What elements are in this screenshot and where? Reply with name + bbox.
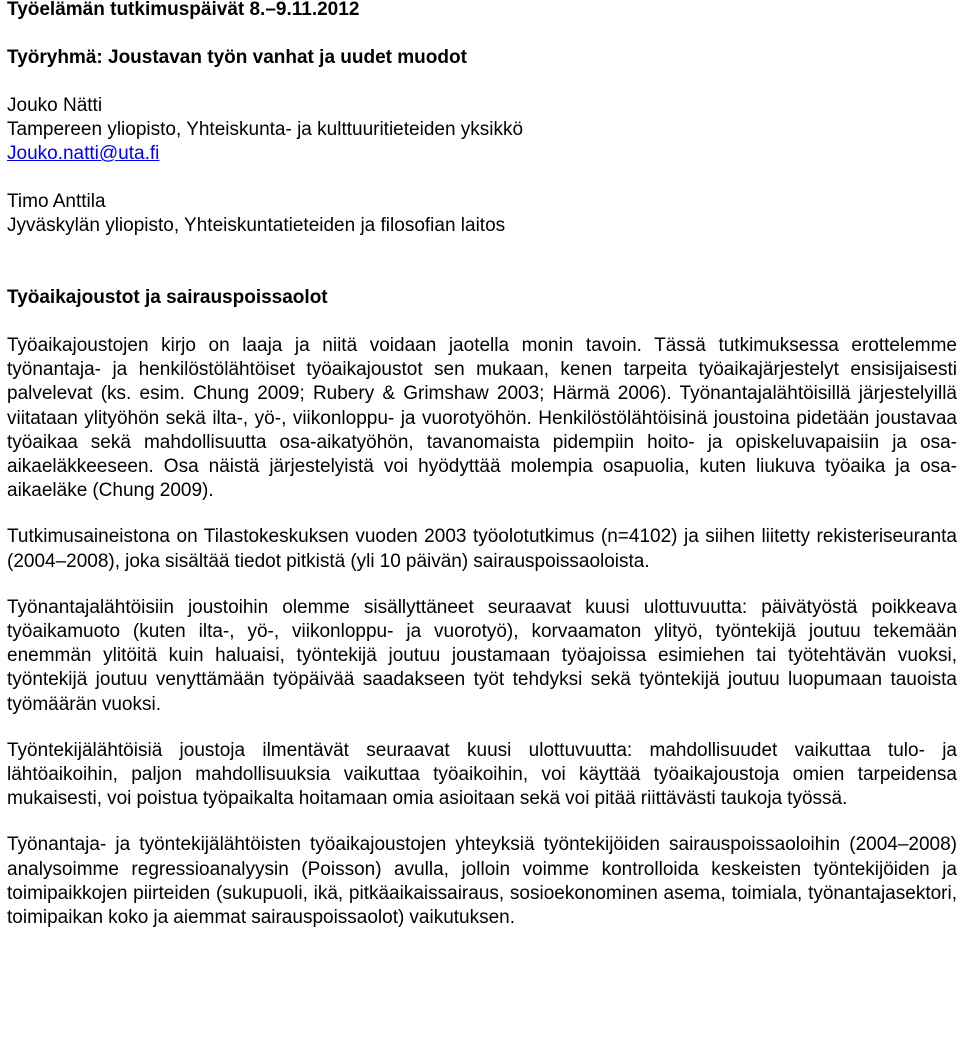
event-title: Työelämän tutkimuspäivät 8.–9.11.2012: [7, 0, 360, 20]
author-email-link[interactable]: Jouko.natti@uta.fi: [7, 143, 160, 164]
author-block: [7, 94, 957, 166]
author-affiliation: Jyväskylän yliopisto, Yhteiskuntatieteiden ja filosofian laitos: [7, 215, 506, 236]
body-paragraph: Työaikajoustojen kirjo on laaja ja niitä voidaan jaotella monin tavoin. Tässä tutkimuksessa erottelemme työnantaja- ja henkilöstölähtöiset työaikajoustot sen mukaan, kenen tarpeita työaikajärjestelyt ensisijaisesti palvelevat (ks. esim. Chung 2009; Rubery & Grimshaw 2003; Härmä 2006). Työnantajalähtöisillä järjestelyillä viitataan ylityöhön sekä ilta-, yö-, viikonloppu- ja vuorotyöhön. Henkilöstölähtöisinä joustoina pidetään joustavaa työaikaa sekä mahdollisuutta osa-aikatyöhön, tavanomaista pidempiin hoito- ja opiskeluvapaisiin ja osa-aikaeläkkeeseen. Osa näistä järjestelyistä voi hyödyttää molempia osapuolia, kuten liukuva työaika ja osa-aikaeläke (Chung 2009).: [7, 335, 957, 502]
author-name: Jouko Nätti: [7, 95, 103, 116]
document-page: [7, 0, 957, 930]
working-group-title: Työryhmä: Joustavan työn vanhat ja uudet muodot: [7, 47, 467, 68]
body-paragraph: Työntekijälähtöisiä joustoja ilmentävät seuraavat kuusi ulottuvuutta: mahdollisuudet vaikuttaa tulo- ja lähtöaikoihin, paljon mahdollisuuksia vaikuttaa työaikoihin, voi käyttää työaikajoustoja omien tarpeidensa mukaisesti, voi poistua työpaikalta hoitamaan omia asioitaan sekä voi pitää riittävästi taukoja työssä.: [7, 739, 957, 810]
body-paragraph: Tutkimusaineistona on Tilastokeskuksen vuoden 2003 työolotutkimus (n=4102) ja siihen liitetty rekisteriseuranta (2004–2008), joka sisältää tiedot pitkistä (yli 10 päivän) sairauspoissaoloista.: [7, 526, 957, 572]
author-name: Timo Anttila: [7, 191, 106, 212]
paper-title: Työaikajoustot ja sairauspoissaolot: [7, 287, 328, 308]
body-paragraph: Työnantajalähtöisiin joustoihin olemme sisällyttäneet seuraavat kuusi ulottuvuutta: päivätyöstä poikkeava työaikamuoto (kuten ilta-, yö-, viikonloppu- ja vuorotyö), korvaamaton ylityö, työntekijä joutuu tekemään enemmän ylitöitä kuin haluaisi, työntekijä joutuu joustamaan työajoissa esimiehen tai työtehtävän vuoksi, työntekijä joutuu venyttämään työpäivää saadakseen työt tehdyksi sekä työntekijä joutuu luopumaan tauoista työmäärän vuoksi.: [7, 596, 957, 715]
body-paragraph: Työnantaja- ja työntekijälähtöisten työaikajoustojen yhteyksiä työntekijöiden sairauspoissaoloihin (2004–2008) analysoimme regressioanalyysin (Poisson) avulla, jolloin voimme kontrolloida keskeisten työntekijöiden ja toimipaikkojen piirteiden (sukupuoli, ikä, pitkäaikaissairaus, sosioekonominen asema, toimiala, työnantajasektori, toimipaikan koko ja aiemmat sairauspoissaolot) vaikutuksen.: [7, 834, 957, 929]
author-affiliation: Tampereen yliopisto, Yhteiskunta- ja kulttuuritieteiden yksikkö: [7, 119, 524, 140]
author-block: [7, 190, 957, 238]
